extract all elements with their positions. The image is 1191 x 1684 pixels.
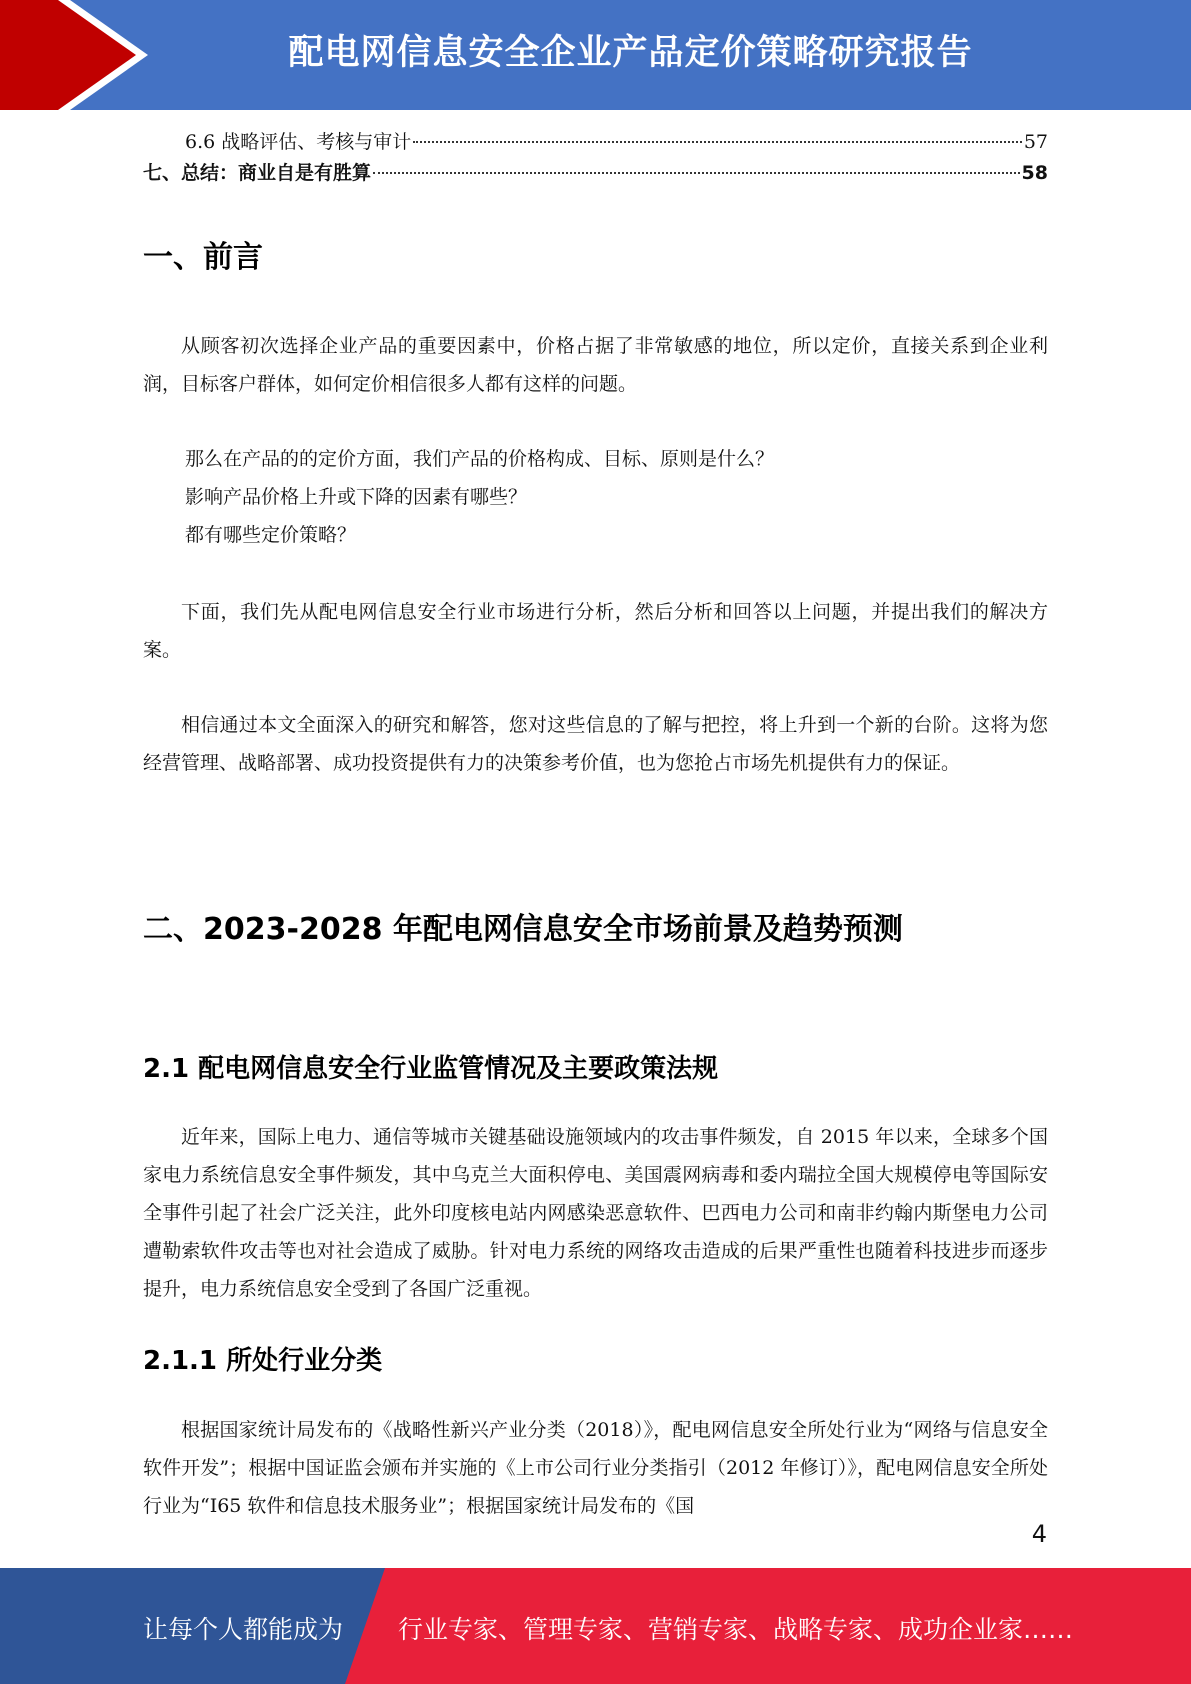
preface-question-2: 影响产品价格上升或下降的因素有哪些？ xyxy=(185,486,528,508)
preface-paragraph-2: 下面，我们先从配电网信息安全行业市场进行分析，然后分析和回答以上问题，并提出我们的解决方案。 xyxy=(143,601,1048,661)
toc-entry-6-6[interactable] xyxy=(143,127,1048,157)
section-heading-market-outlook: 二、2023-2028 年配电网信息安全市场前景及趋势预测 xyxy=(143,912,903,947)
preface-paragraph-3: 相信通过本文全面深入的研究和解答，您对这些信息的了解与把控，将上升到一个新的台阶。这将为您经营管理、战略部署、成功投资提供有力的决策参考价值，也为您抢占市场先机提供有力的保证。 xyxy=(143,714,1048,774)
footer-slogan-left: 让每个人都能成为 xyxy=(143,1615,344,1644)
toc-entry-title: 6.6 战略评估、考核与审计 xyxy=(185,131,412,153)
toc-entry-page: 57 xyxy=(1023,131,1048,153)
subsection-2-1-1-paragraph: 根据国家统计局发布的《战略性新兴产业分类（2018）》，配电网信息安全所处行业为“网络与信息安全软件开发”；根据中国证监会颁布并实施的《上市公司行业分类指引（2012 年修订）》，配电网信息安全所处行业为“I65 软件和信息技术服务业”；根据国家统计局发布的《国 xyxy=(143,1419,1048,1517)
preface-paragraph-1: 从顾客初次选择企业产品的重要因素中，价格占据了非常敏感的地位，所以定价，直接关系到企业利润，目标客户群体，如何定价相信很多人都有这样的问题。 xyxy=(143,335,1048,395)
page-footer xyxy=(0,1568,1191,1684)
subsection-heading-2-1-1: 2.1.1 所处行业分类 xyxy=(143,1346,383,1376)
preface-question-1: 那么在产品的的定价方面，我们产品的价格构成、目标、原则是什么？ xyxy=(185,448,775,470)
header-chevron-graphic xyxy=(0,0,160,110)
toc-entry-title: 七、总结：商业自是有胜算 xyxy=(143,162,372,184)
page-number: 4 xyxy=(1031,1520,1047,1548)
header-title: 配电网信息安全企业产品定价策略研究报告 xyxy=(288,33,973,73)
toc-leader-dots xyxy=(373,172,1020,174)
section-heading-preface: 一、前言 xyxy=(143,240,263,275)
toc-entry-7[interactable] xyxy=(143,158,1048,188)
subsection-heading-2-1: 2.1 配电网信息安全行业监管情况及主要政策法规 xyxy=(143,1054,719,1084)
footer-slogan-right: 行业专家、管理专家、营销专家、战略专家、成功企业家…… xyxy=(398,1615,1074,1644)
preface-question-3: 都有哪些定价策略？ xyxy=(185,524,357,546)
toc-leader-dots xyxy=(413,141,1022,143)
toc-entry-page: 58 xyxy=(1021,162,1048,184)
page-header xyxy=(0,0,1191,110)
subsection-2-1-paragraph: 近年来，国际上电力、通信等城市关键基础设施领域内的攻击事件频发，自 2015 年以来，全球多个国家电力系统信息安全事件频发，其中乌克兰大面积停电、美国震网病毒和委内瑞拉全国大规模停电等国际安全事件引起了社会广泛关注，此外印度核电站内网感染恶意软件、巴西电力公司和南非约翰内斯堡电力公司遭勒索软件攻击等也对社会造成了威胁。针对电力系统的网络攻击造成的后果严重性也随着科技进步而逐步提升，电力系统信息安全受到了各国广泛重视。 xyxy=(143,1126,1048,1300)
